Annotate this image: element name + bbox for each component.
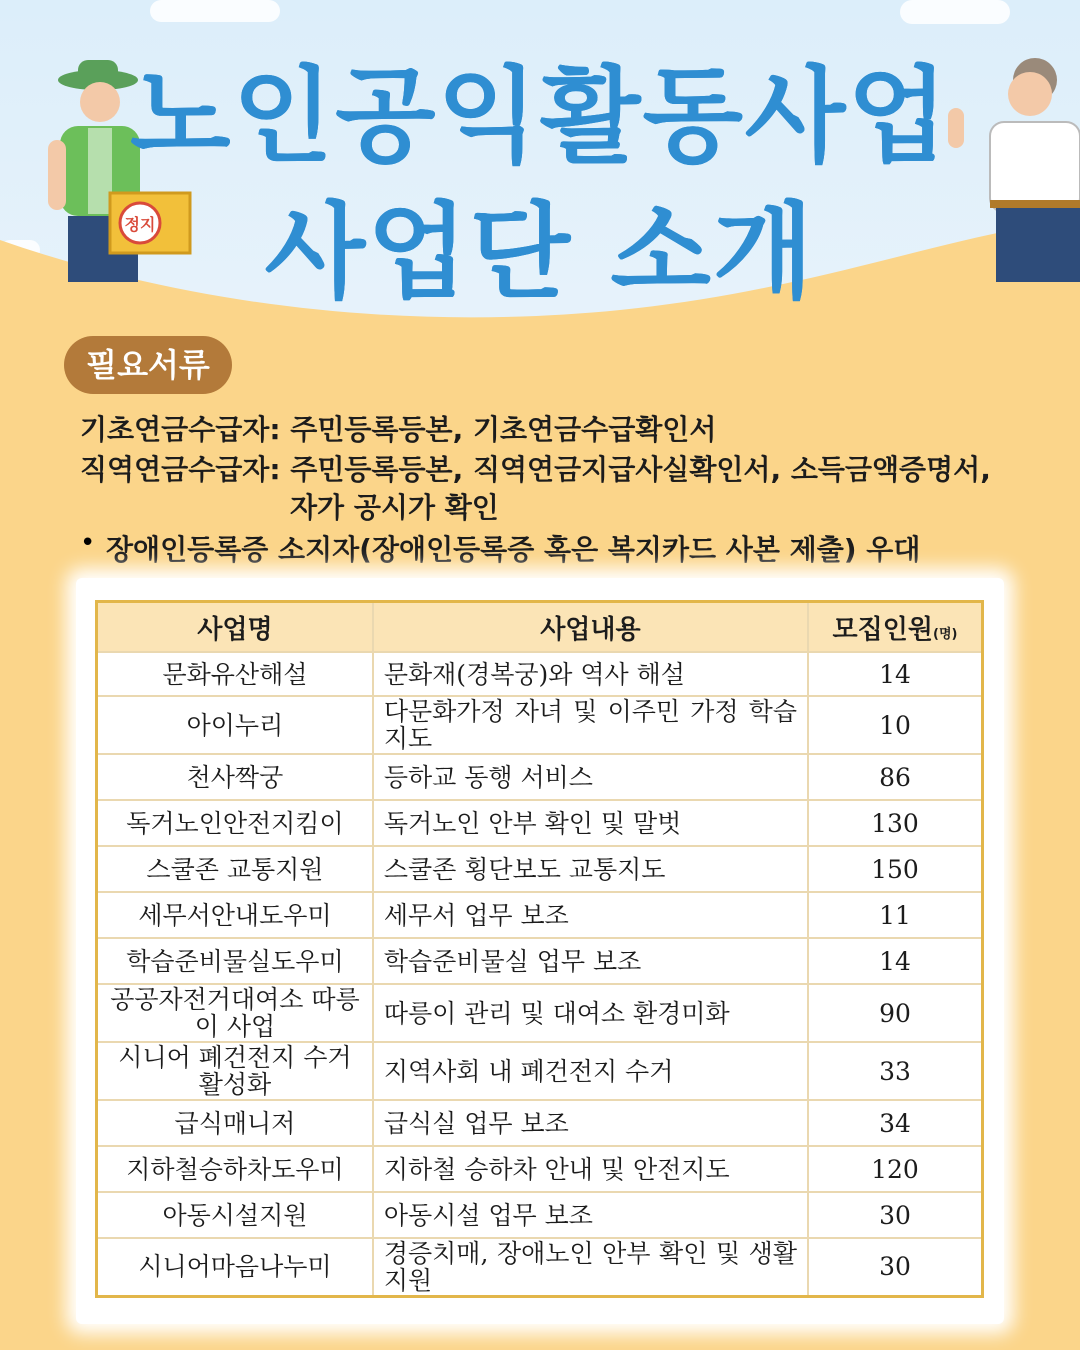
program-content-cell: 등하교 동행 서비스: [373, 754, 808, 800]
documents-line-occupational-pension: 직역연금수급자: 주민등록등본, 직역연금지급사실확인서, 소득금액증명서,: [80, 453, 991, 486]
bullet-dot: •: [80, 528, 96, 558]
program-content-cell: 경증치매, 장애노인 안부 확인 및 생활지원: [373, 1238, 808, 1296]
table-row: [97, 892, 983, 938]
program-name-cell: 세무서안내도우미: [97, 892, 373, 938]
header-recruit-count-label: 모집인원: [832, 614, 933, 645]
program-content-cell: 학습준비물실 업무 보조: [373, 938, 808, 984]
recruit-count-cell: 150: [808, 846, 983, 892]
program-content-cell: 독거노인 안부 확인 및 말벗: [373, 800, 808, 846]
table-row: [97, 754, 983, 800]
program-content-cell: 세무서 업무 보조: [373, 892, 808, 938]
header-program-content: 사업내용: [373, 602, 808, 653]
program-name-cell: 급식매니저: [97, 1100, 373, 1146]
documents-line-continuation: 자가 공시가 확인: [290, 491, 499, 524]
program-content-cell: 급식실 업무 보조: [373, 1100, 808, 1146]
required-documents-badge: 필요서류: [64, 336, 232, 394]
program-content-cell: 지역사회 내 폐건전지 수거: [373, 1042, 808, 1100]
table-row: [97, 846, 983, 892]
table-header-row: [97, 602, 983, 653]
recruit-count-cell: 11: [808, 892, 983, 938]
table-row: [97, 1146, 983, 1192]
program-name-cell: 스쿨존 교통지원: [97, 846, 373, 892]
recruit-count-cell: 30: [808, 1192, 983, 1238]
documents-line-basic-pension: 기초연금수급자: 주민등록등본, 기초연금수급확인서: [80, 413, 717, 446]
recruit-count-cell: 120: [808, 1146, 983, 1192]
program-content-cell: 문화재(경복궁)와 역사 해설: [373, 652, 808, 696]
recruit-count-cell: 14: [808, 938, 983, 984]
program-name-cell: 시니어 폐건전지 수거 활성화: [97, 1042, 373, 1100]
program-name-cell: 지하철승하차도우미: [97, 1146, 373, 1192]
program-content-cell: 아동시설 업무 보조: [373, 1192, 808, 1238]
program-name-cell: 아이누리: [97, 696, 373, 754]
table-row: [97, 984, 983, 1042]
page-title-line2: 사업단 소개: [264, 191, 816, 313]
table-row: [97, 652, 983, 696]
program-content-cell: 다문화가정 자녀 및 이주민 가정 학습지도: [373, 696, 808, 754]
program-name-cell: 학습준비물실도우미: [97, 938, 373, 984]
recruit-count-cell: 33: [808, 1042, 983, 1100]
cloud-decoration: [150, 0, 280, 22]
flag-text: 정지: [124, 215, 156, 234]
recruit-count-cell: 130: [808, 800, 983, 846]
table-row: [97, 1238, 983, 1296]
recruit-count-cell: 30: [808, 1238, 983, 1296]
table-row: [97, 1042, 983, 1100]
documents-disability-note: 장애인등록증 소지자(장애인등록증 혹은 복지카드 사본 제출) 우대: [106, 533, 921, 566]
table-row: [97, 1192, 983, 1238]
table-row: [97, 800, 983, 846]
program-name-cell: 천사짝궁: [97, 754, 373, 800]
program-name-cell: 문화유산해설: [97, 652, 373, 696]
program-content-cell: 따릉이 관리 및 대여소 환경미화: [373, 984, 808, 1042]
cloud-decoration: [900, 0, 1010, 24]
program-name-cell: 독거노인안전지킴이: [97, 800, 373, 846]
header-program-name: 사업명: [97, 602, 373, 653]
program-name-cell: 공공자전거대여소 따릉이 사업: [97, 984, 373, 1042]
program-content-cell: 지하철 승하차 안내 및 안전지도: [373, 1146, 808, 1192]
page-title-line1: 노인공익활동사업: [130, 55, 950, 177]
table-row: [97, 696, 983, 754]
recruit-count-cell: 10: [808, 696, 983, 754]
program-name-cell: 아동시설지원: [97, 1192, 373, 1238]
program-name-cell: 시니어마음나누미: [97, 1238, 373, 1296]
recruit-count-cell: 90: [808, 984, 983, 1042]
recruit-count-cell: 14: [808, 652, 983, 696]
recruit-count-cell: 86: [808, 754, 983, 800]
header-unit: (명): [933, 626, 958, 642]
recruit-count-cell: 34: [808, 1100, 983, 1146]
header-recruit-count: [808, 602, 983, 653]
program-content-cell: 스쿨존 횡단보도 교통지도: [373, 846, 808, 892]
table-row: [97, 938, 983, 984]
table-row: [97, 1100, 983, 1146]
program-table: [95, 600, 984, 1298]
